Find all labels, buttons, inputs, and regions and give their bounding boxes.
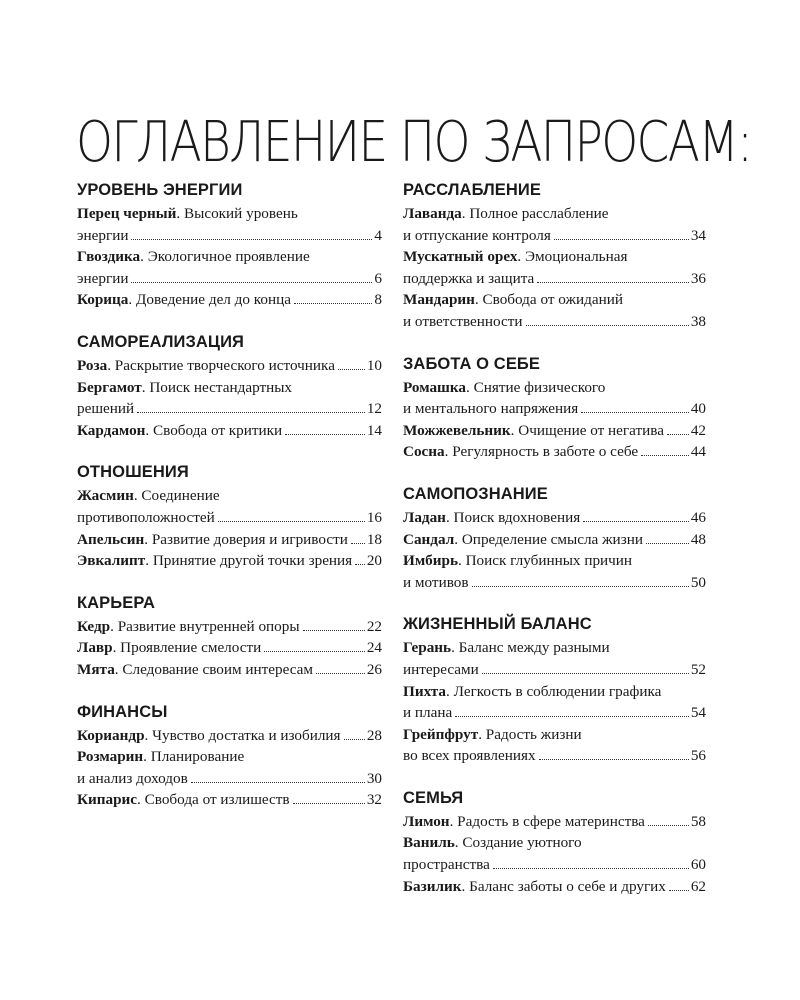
toc-entry[interactable]: [403, 507, 706, 529]
section-title: СЕМЬЯ: [403, 788, 464, 807]
toc-entry[interactable]: [403, 289, 706, 332]
page-number: 44: [690, 443, 706, 461]
page-number: 16: [366, 508, 382, 526]
page-number: 6: [374, 269, 382, 287]
dot-leader: [667, 434, 689, 435]
entry-line: [77, 616, 382, 638]
entry-name: Апельсин: [77, 530, 145, 548]
toc-entry[interactable]: [403, 203, 706, 246]
entry-line: [403, 507, 706, 529]
entry-name: Можжевельник: [403, 421, 511, 439]
entry-line: [403, 572, 706, 594]
toc-section: [403, 180, 706, 333]
page-number: 42: [690, 421, 706, 439]
page-number: 26: [366, 660, 382, 678]
page-number: 54: [690, 704, 706, 722]
entry-line: [77, 398, 382, 420]
dot-leader: [669, 890, 689, 891]
toc-entry[interactable]: [77, 289, 382, 311]
entry-line: [403, 832, 706, 854]
toc-entry[interactable]: [403, 876, 706, 898]
entry-line: [403, 550, 706, 572]
entry-description: . Баланс между разными: [451, 639, 610, 657]
toc-section: [403, 614, 706, 767]
toc-entry[interactable]: [403, 529, 706, 551]
dot-leader: [303, 630, 365, 631]
entry-description: . Свобода от критики: [145, 421, 283, 439]
toc-entry[interactable]: [403, 441, 706, 463]
entry-description: . Радость жизни: [478, 725, 582, 743]
entry-name: Лавр: [77, 639, 113, 657]
toc-entry[interactable]: [77, 725, 382, 747]
toc-entry[interactable]: [77, 616, 382, 638]
entry-description: . Определение смысла жизни: [454, 530, 643, 548]
entry-description: . Снятие физического: [465, 378, 606, 396]
entry-description: . Соединение: [133, 487, 220, 505]
entry-name: Сосна: [403, 443, 445, 461]
entry-description: . Планирование: [143, 748, 245, 766]
entry-line: [77, 746, 382, 768]
entry-name: Кедр: [77, 617, 111, 635]
entry-description: . Развитие доверия и игривости: [144, 530, 348, 548]
section-title: ЖИЗНЕННЫЙ БАЛАНС: [403, 615, 592, 634]
toc-section: [403, 788, 706, 897]
entry-description-continued: решений: [77, 400, 135, 418]
section-title: ФИНАНСЫ: [77, 702, 168, 721]
entry-description: . Радость в сфере материнства: [449, 812, 645, 830]
entry-line: [403, 225, 706, 247]
page-number: 36: [690, 269, 706, 287]
entry-name: Роза: [77, 356, 108, 374]
entry-description-continued: и ментального напряжения: [403, 400, 579, 418]
entry-line: [403, 702, 706, 724]
entry-name: Сандал: [403, 530, 455, 548]
entry-line: [403, 811, 706, 833]
entry-description: . Поиск вдохновения: [445, 508, 581, 526]
entry-description-continued: пространства: [403, 856, 490, 874]
entry-line: [403, 289, 706, 311]
entry-description-continued: поддержка и защита: [403, 269, 535, 287]
page-number: 60: [690, 856, 706, 874]
toc-entry[interactable]: [77, 746, 382, 789]
toc-section: [77, 702, 382, 811]
dot-leader: [351, 543, 365, 544]
entry-line: [77, 529, 382, 551]
entry-line: [77, 203, 382, 225]
entry-line: [403, 246, 706, 268]
dot-leader: [137, 412, 365, 413]
dot-leader: [455, 716, 689, 717]
entry-description: . Полное расслабление: [461, 205, 609, 222]
entry-name: Мандарин: [403, 291, 475, 309]
entry-name: Лаванда: [403, 205, 462, 222]
dot-leader: [646, 543, 689, 544]
entry-line: [77, 768, 382, 790]
page-number: 38: [690, 312, 706, 330]
dot-leader: [539, 759, 689, 760]
entry-description-continued: и анализ доходов: [77, 769, 188, 787]
entry-name: Перец черный: [77, 205, 177, 222]
dot-leader: [218, 521, 365, 522]
entry-line: [77, 355, 382, 377]
page-number: 48: [690, 530, 706, 548]
entry-line: [403, 876, 706, 898]
page-number: 8: [374, 291, 382, 309]
entry-name: Кипарис: [77, 791, 138, 809]
entry-description: . Легкость в соблюдении графика: [446, 682, 662, 700]
dot-leader: [537, 282, 689, 283]
entry-line: [77, 789, 382, 811]
entry-line: [77, 550, 382, 572]
entry-description: . Очищение от негатива: [510, 421, 664, 439]
entry-name: Эвкалипт: [77, 552, 146, 570]
entry-description: . Создание уютного: [454, 834, 582, 852]
toc-section: [77, 593, 382, 681]
entry-name: Мускатный орех: [403, 248, 518, 266]
entry-description-continued: и отпускание контроля: [403, 226, 551, 244]
page-number: 20: [366, 552, 382, 570]
page-number: 50: [690, 573, 706, 591]
entry-description: . Экологичное проявление: [140, 248, 310, 266]
dot-leader: [472, 586, 689, 587]
entry-name: Гвоздика: [77, 248, 141, 266]
entry-line: [403, 203, 706, 225]
toc-right-column: [403, 180, 706, 918]
page-number: 12: [366, 400, 382, 418]
entry-line: [77, 659, 382, 681]
section-title: САМОРЕАЛИЗАЦИЯ: [77, 332, 244, 351]
entry-name: Лимон: [403, 812, 450, 830]
page-number: 56: [690, 747, 706, 765]
dot-leader: [526, 325, 689, 326]
entry-line: [403, 745, 706, 767]
page-number: 32: [366, 791, 382, 809]
page-number: 52: [690, 660, 706, 678]
entry-line: [403, 854, 706, 876]
toc-entry[interactable]: [77, 550, 382, 572]
toc-entry[interactable]: [77, 659, 382, 681]
page-number: 22: [366, 617, 382, 635]
entry-line: [403, 724, 706, 746]
entry-description-continued: и ответственности: [403, 312, 523, 330]
entry-name: Ваниль: [403, 834, 455, 852]
section-title: РАССЛАБЛЕНИЕ: [403, 181, 541, 199]
page-title: ОГЛАВЛЕНИЕ ПО ЗАПРОСАМ:: [76, 110, 752, 175]
entry-line: [77, 507, 382, 529]
section-title: УРОВЕНЬ ЭНЕРГИИ: [77, 181, 243, 199]
entry-line: [77, 268, 382, 290]
page-number: 34: [690, 226, 706, 244]
entry-line: [403, 377, 706, 399]
dot-leader: [338, 369, 365, 370]
entry-line: [403, 398, 706, 420]
page-number: 46: [690, 508, 706, 526]
entry-description: . Развитие внутренней опоры: [110, 617, 300, 635]
entry-description: . Баланс заботы о себе и других: [461, 877, 666, 895]
toc-entry[interactable]: [403, 420, 706, 442]
toc-entry[interactable]: [403, 550, 706, 593]
entry-line: [403, 681, 706, 703]
entry-name: Ладан: [403, 508, 446, 526]
entry-description-continued: и мотивов: [403, 573, 469, 591]
toc-entry[interactable]: [403, 724, 706, 767]
entry-line: [403, 420, 706, 442]
dot-leader: [581, 412, 689, 413]
dot-leader: [191, 782, 365, 783]
entry-name: Кардамон: [77, 421, 146, 439]
section-title: КАРЬЕРА: [77, 593, 156, 612]
toc-section: [77, 180, 382, 311]
entry-description: . Проявление смелости: [112, 639, 262, 657]
entry-name: Бергамот: [77, 378, 142, 396]
page-number: 4: [374, 226, 382, 244]
entry-description: . Регулярность в заботе о себе: [444, 443, 639, 461]
entry-name: Пихта: [403, 682, 447, 700]
entry-description-continued: во всех проявлениях: [403, 747, 536, 765]
entry-name: Грейпфрут: [403, 725, 479, 743]
toc-entry[interactable]: [403, 681, 706, 724]
entry-line: [403, 311, 706, 333]
entry-line: [77, 289, 382, 311]
entry-line: [403, 441, 706, 463]
dot-leader: [344, 739, 365, 740]
entry-line: [403, 659, 706, 681]
entry-description: . Следование своим интересам: [114, 660, 314, 678]
page-number: 24: [366, 639, 382, 657]
entry-name: Корица: [77, 291, 129, 309]
entry-description: . Поиск нестандартных: [141, 378, 293, 396]
page-number: 28: [366, 726, 382, 744]
toc-entry[interactable]: [403, 246, 706, 289]
entry-name: Кориандр: [77, 726, 145, 744]
entry-name: Герань: [403, 639, 452, 657]
entry-description-continued: и плана: [403, 704, 453, 722]
page-number: 40: [690, 400, 706, 418]
entry-description: . Свобода от излишеств: [137, 791, 290, 809]
entry-line: [77, 377, 382, 399]
entry-description: . Эмоциональная: [517, 248, 628, 266]
entry-description: . Раскрытие творческого источника: [107, 356, 335, 374]
page-number: 30: [366, 769, 382, 787]
entry-name: Розмарин: [77, 748, 144, 766]
page-number: 18: [366, 530, 382, 548]
toc-entry[interactable]: [77, 420, 382, 442]
entry-name: Имбирь: [403, 552, 458, 570]
entry-name: Ромашка: [403, 378, 466, 396]
dot-leader: [648, 825, 689, 826]
page-number: 10: [366, 356, 382, 374]
dot-leader: [264, 651, 365, 652]
dot-leader: [294, 303, 372, 304]
toc-section: [403, 484, 706, 593]
toc-entry[interactable]: [403, 811, 706, 833]
toc-entry[interactable]: [403, 832, 706, 875]
toc-entry[interactable]: [77, 246, 382, 289]
section-title: ЗАБОТА О СЕБЕ: [403, 354, 540, 373]
entry-line: [77, 485, 382, 507]
entry-line: [77, 225, 382, 247]
page-number: 58: [690, 812, 706, 830]
entry-description-continued: противоположностей: [77, 508, 215, 526]
entry-line: [403, 529, 706, 551]
dot-leader: [493, 868, 689, 869]
dot-leader: [482, 673, 689, 674]
dot-leader: [316, 673, 365, 674]
toc-entry[interactable]: [403, 377, 706, 420]
dot-leader: [641, 455, 689, 456]
dot-leader: [554, 239, 689, 240]
toc-entry[interactable]: [77, 203, 382, 246]
entry-name: Базилик: [403, 877, 462, 895]
dot-leader: [293, 803, 365, 804]
section-title: ОТНОШЕНИЯ: [77, 463, 189, 482]
toc-section: [403, 354, 706, 463]
entry-description: . Принятие другой точки зрения: [145, 552, 353, 570]
toc-entry[interactable]: [77, 355, 382, 377]
entry-description-continued: энергии: [77, 226, 129, 244]
toc-entry[interactable]: [77, 377, 382, 420]
entry-line: [403, 268, 706, 290]
dot-leader: [285, 434, 365, 435]
entry-description: . Свобода от ожиданий: [474, 291, 623, 309]
entry-line: [77, 725, 382, 747]
entry-description: . Доведение дел до конца: [128, 291, 291, 309]
toc-entry[interactable]: [77, 637, 382, 659]
entry-description-continued: энергии: [77, 269, 129, 287]
toc-section: [77, 462, 382, 571]
dot-leader: [355, 564, 365, 565]
entry-description: . Чувство достатка и изобилия: [144, 726, 341, 744]
entry-description-continued: интересами: [403, 660, 479, 678]
toc-entry[interactable]: [77, 485, 382, 528]
dot-leader: [131, 239, 372, 240]
page-number: 14: [366, 421, 382, 439]
entry-description: . Поиск глубинных причин: [457, 552, 633, 570]
entry-description: . Высокий уровень: [176, 205, 298, 222]
entry-line: [77, 420, 382, 442]
dot-leader: [583, 521, 689, 522]
dot-leader: [131, 282, 372, 283]
entry-line: [77, 637, 382, 659]
toc-left-column: [77, 180, 382, 832]
entry-line: [403, 637, 706, 659]
toc-entry[interactable]: [403, 637, 706, 680]
toc-entry[interactable]: [77, 789, 382, 811]
entry-name: Мята: [77, 660, 115, 678]
section-title: САМОПОЗНАНИЕ: [403, 484, 548, 503]
page-number: 62: [690, 877, 706, 895]
entry-name: Жасмин: [77, 487, 134, 505]
toc-section: [77, 332, 382, 441]
entry-line: [77, 246, 382, 268]
toc-entry[interactable]: [77, 529, 382, 551]
